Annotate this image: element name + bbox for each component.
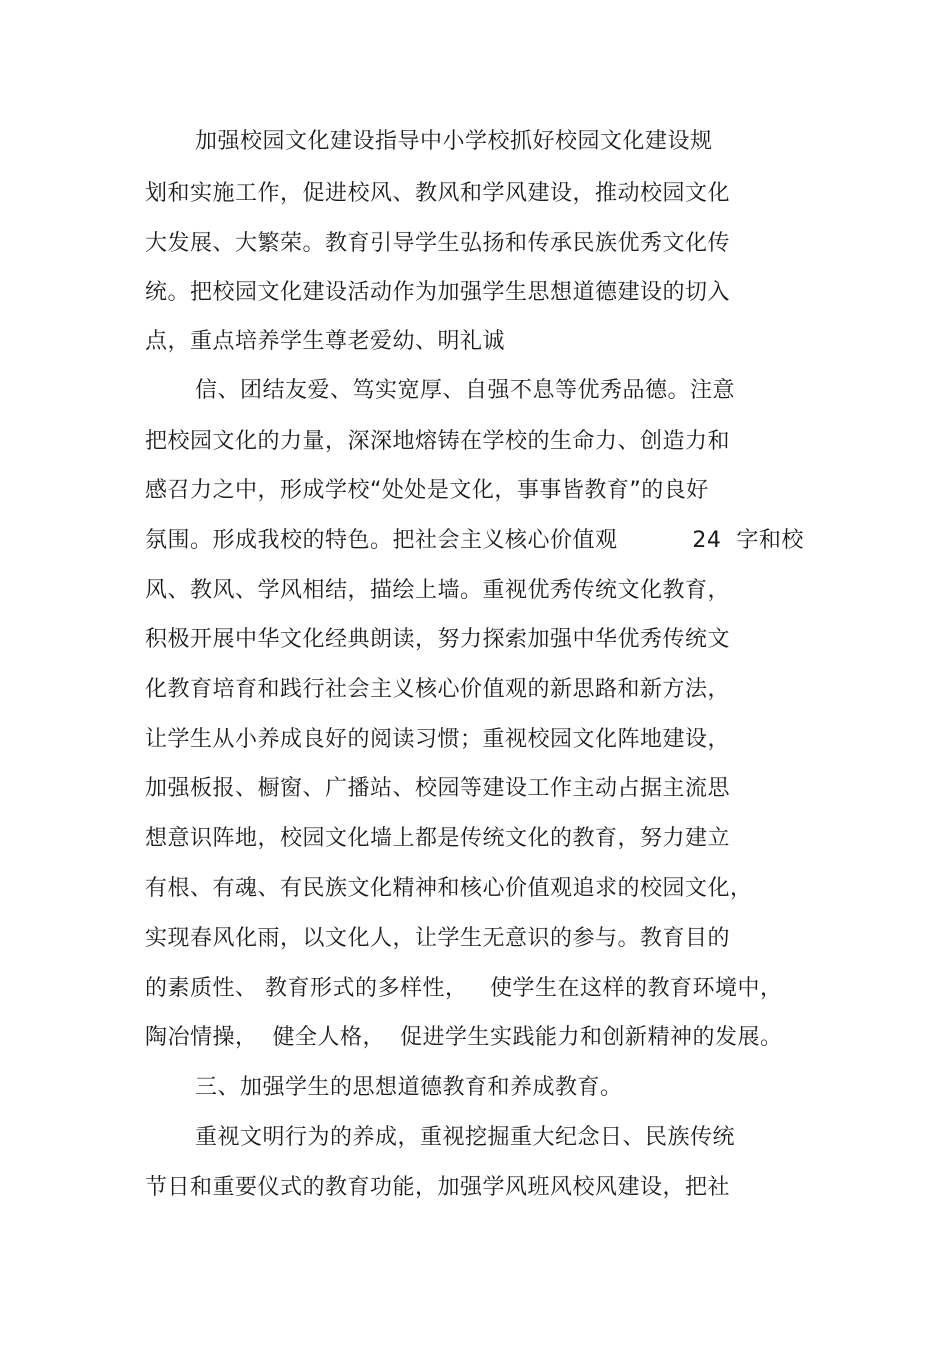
text-line: 想意识阵地，校园文化墙上都是传统文化的教育，努力建立 <box>145 826 731 851</box>
text-line: 点，重点培养学生尊老爱幼、明礼诚 <box>145 329 506 354</box>
text-line: 风、教风、学风相结，描绘上墙。重视优秀传统文化教育， <box>145 578 731 603</box>
text-line: 信、团结友爱、笃实宽厚、自强不息等优秀品德。注意 <box>195 378 736 403</box>
text-line: 让学生从小养成良好的阅读习惯；重视校园文化阵地建设， <box>145 727 731 752</box>
text-line: 节日和重要仪式的教育功能，加强学风班风校风建设，把社 <box>145 1175 731 1200</box>
text-line: 有根、有魂、有民族文化精神和核心价值观追求的校园文化， <box>145 876 753 901</box>
text-line: 化教育培育和践行社会主义核心价值观的新思路和新方法， <box>145 677 731 702</box>
text-line: 感召力之中，形成学校“处处是文化，事事皆教育”的良好 <box>145 478 709 503</box>
text-line: 重视文明行为的养成，重视挖掘重大纪念日、民族传统 <box>195 1125 736 1150</box>
text-line: 划和实施工作，促进校风、教风和学风建设，推动校园文化 <box>145 181 731 206</box>
text-line: 加强板报、橱窗、广播站、校园等建设工作主动占据主流思 <box>145 776 731 801</box>
text-line: 实现春风化雨，以文化人，让学生无意识的参与。教育目的 <box>145 926 731 951</box>
text-line: 的素质性、 教育形式的多样性， 使学生在这样的教育环境中， <box>145 976 783 1001</box>
text-line: 统。把校园文化建设活动作为加强学生思想道德建设的切入 <box>145 280 731 305</box>
text-line: 把校园文化的力量，深深地熔铸在学校的生命力、创造力和 <box>145 429 731 454</box>
section-heading: 三、加强学生的思想道德教育和养成教育。 <box>195 1075 623 1100</box>
text-line: 大发展、大繁荣。教育引导学生弘扬和传承民族优秀文化传 <box>145 231 731 256</box>
text-line: 氛围。形成我校的特色。把社会主义核心价值观 24 字和校 <box>145 528 804 553</box>
text-line: 积极开展中华文化经典朗读，努力探索加强中华优秀传统文 <box>145 627 731 652</box>
text-line: 加强校园文化建设指导中小学校抓好校园文化建设规 <box>195 129 713 154</box>
text-line: 陶冶情操， 健全人格， 促进学生实践能力和创新精神的发展。 <box>145 1025 783 1050</box>
